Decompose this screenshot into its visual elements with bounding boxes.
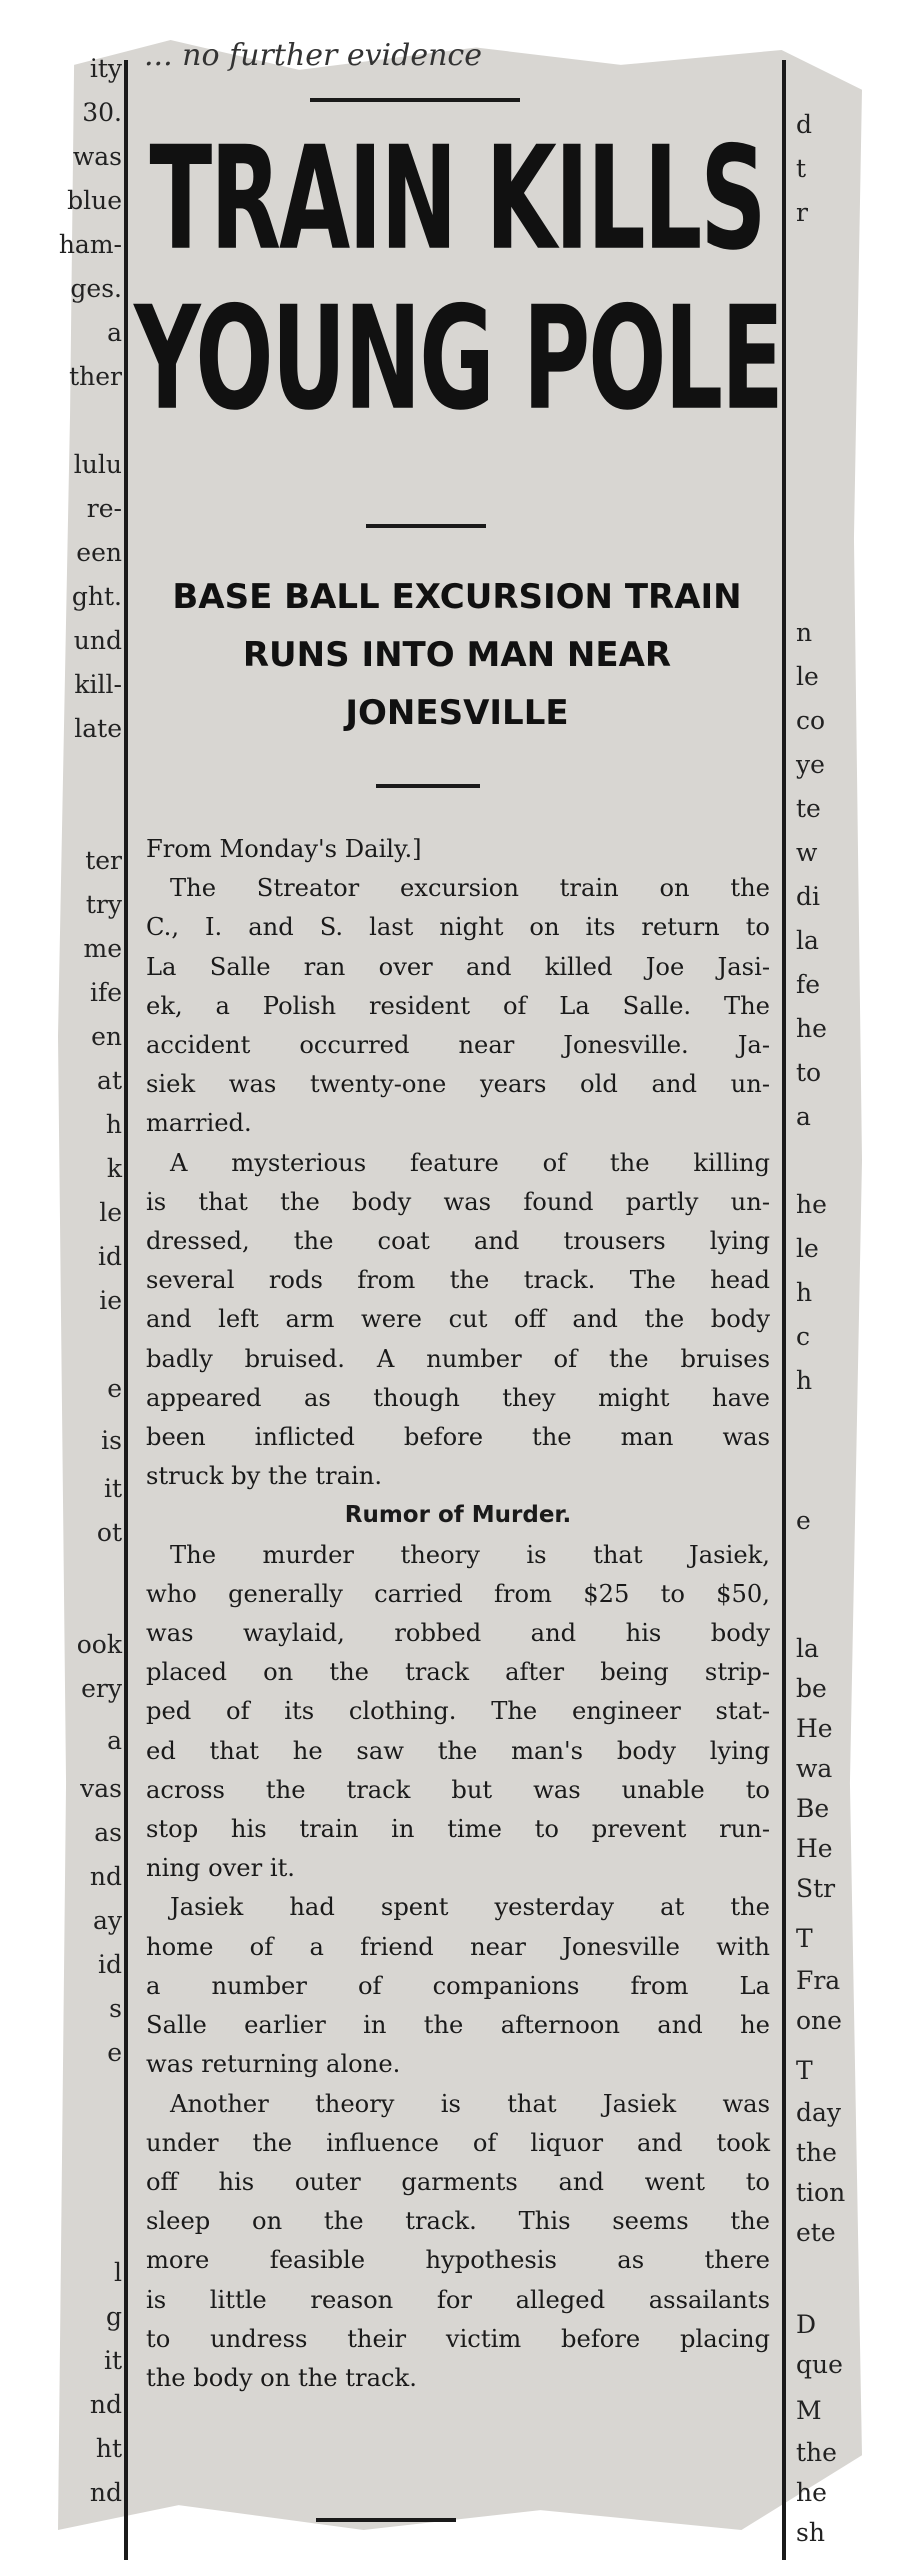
fragment: een — [76, 538, 122, 567]
paragraph-line: ed that he saw the man's body lying — [146, 1736, 770, 1765]
paragraph-line: is little reason for alleged assailants — [146, 2285, 770, 2314]
fragment: wa — [796, 1754, 833, 1783]
fragment: s — [109, 1994, 122, 2023]
fragment: le — [99, 1198, 122, 1227]
fragment: Be — [796, 1794, 830, 1823]
fragment: la — [796, 926, 819, 955]
paragraph-line: across the track but was unable to — [146, 1775, 770, 1804]
deck-line-1: BASE BALL EXCURSION TRAIN — [172, 577, 742, 617]
fragment: co — [796, 706, 826, 735]
fragment: as — [94, 1818, 122, 1847]
fragment: di — [796, 882, 820, 911]
paragraph-line: ning over it. — [146, 1854, 295, 1883]
left-column-fragments — [58, 40, 124, 2530]
fragment: g — [105, 2302, 122, 2331]
fragment: k — [106, 1154, 122, 1183]
fragment: e — [796, 1506, 811, 1535]
right-column-rule — [782, 60, 786, 2560]
fragment: the — [796, 2138, 837, 2167]
fragment: n — [796, 618, 813, 647]
fragment: h — [796, 1278, 813, 1307]
paragraph-line: sleep on the track. This seems the — [146, 2207, 770, 2236]
top-fragment: ... no further evidence — [144, 38, 482, 73]
headline-line-2: YOUNG POLE — [134, 276, 782, 442]
fragment: e — [107, 1374, 122, 1403]
fragment: sh — [796, 2518, 825, 2547]
fragment: re- — [86, 494, 122, 523]
paragraph-line: appeared as though they might have — [146, 1383, 770, 1412]
fragment: He — [796, 1714, 833, 1743]
fragment: ye — [796, 750, 825, 779]
fragment: ht — [95, 2434, 122, 2463]
headline-line-1: TRAIN KILLS — [149, 116, 765, 282]
fragment: ter — [85, 846, 122, 875]
fragment: ther — [69, 362, 122, 391]
paragraph-line: home of a friend near Jonesville with — [146, 1932, 770, 1961]
fragment: T — [796, 2056, 813, 2085]
paragraph-line: and left arm were cut off and the body — [146, 1305, 770, 1334]
paragraph-line: badly bruised. A number of the bruises — [146, 1344, 770, 1373]
paragraph-line: more feasible hypothesis as there — [146, 2246, 770, 2275]
paragraph-line: to undress their victim before placing — [146, 2324, 770, 2353]
bottom-rule — [316, 2518, 456, 2522]
fragment: t — [796, 154, 807, 183]
fragment: ie — [99, 1286, 122, 1315]
fragment: fe — [796, 970, 821, 999]
fragment: He — [796, 1834, 833, 1863]
fragment: te — [796, 794, 821, 823]
paragraph-line: under the influence of liquor and took — [146, 2128, 770, 2157]
fragment: id — [98, 1242, 122, 1271]
fragment: a — [796, 1102, 811, 1131]
paragraph-line: The murder theory is that Jasiek, — [170, 1540, 770, 1569]
fragment: me — [83, 934, 122, 963]
fragment: le — [796, 1234, 819, 1263]
fragment: 30. — [82, 98, 122, 127]
fragment: nd — [89, 2478, 122, 2507]
paragraph-line: placed on the track after being strip- — [146, 1658, 770, 1687]
paragraph-line: several rods from the track. The head — [146, 1266, 770, 1295]
paragraph-line: La Salle ran over and killed Joe Jasi- — [146, 952, 770, 981]
fragment: h — [105, 1110, 122, 1139]
fragment: M — [796, 2396, 822, 2425]
fragment: at — [97, 1066, 122, 1095]
paragraph-line: been inflicted before the man was — [146, 1423, 770, 1452]
paragraph-line: a number of companions from La — [146, 1971, 770, 2000]
fragment: ife — [89, 978, 122, 1007]
paragraph-line: is that the body was found partly un- — [146, 1187, 770, 1216]
fragment: l — [114, 2258, 122, 2287]
paragraph-line: siek was twenty-one years old and un- — [146, 1070, 770, 1099]
fragment: T — [796, 1924, 813, 1953]
fragment: Str — [796, 1874, 836, 1903]
fragment: it — [103, 2346, 122, 2375]
fragment: D — [796, 2310, 817, 2339]
fragment: lulu — [73, 450, 122, 479]
subhead: Rumor of Murder. — [344, 1502, 572, 1529]
fragment: ery — [81, 1674, 122, 1703]
paragraph-line: C., I. and S. last night on its return to — [146, 913, 770, 942]
fragment: h — [796, 1366, 813, 1395]
paragraph-line: married. — [146, 1109, 252, 1138]
paragraph-line: ped of its clothing. The engineer stat- — [146, 1697, 770, 1726]
right-column-fragments — [790, 40, 862, 2547]
fragment: day — [796, 2098, 842, 2127]
article-column — [134, 40, 780, 2530]
paragraph-line: the body on the track. — [146, 2363, 417, 2392]
paragraph-line: Jasiek had spent yesterday at the — [170, 1893, 770, 1922]
fragment: a — [107, 1726, 122, 1755]
fragment: he — [796, 2478, 827, 2507]
fragment: he — [796, 1014, 827, 1043]
fragment: und — [73, 626, 122, 655]
paragraph-line: was waylaid, robbed and his body — [146, 1619, 770, 1648]
paragraph-line: struck by the train. — [146, 1462, 383, 1491]
fragment: Fra — [796, 1966, 841, 1995]
paragraph-line: accident occurred near Jonesville. Ja- — [146, 1031, 770, 1060]
fragment: e — [107, 2038, 122, 2067]
fragment: ete — [796, 2218, 836, 2247]
paragraph-line: ek, a Polish resident of La Salle. The — [146, 991, 770, 1020]
fragment: ges. — [70, 274, 122, 303]
fragment: the — [796, 2438, 837, 2467]
paragraph-line: The Streator excursion train on the — [170, 874, 770, 903]
fragment: nd — [89, 2390, 122, 2419]
fragment: to — [796, 1058, 822, 1087]
fragment: try — [85, 890, 122, 919]
paragraph-line: who generally carried from $25 to $50, — [146, 1579, 770, 1608]
fragment: w — [796, 838, 818, 867]
fragment: nd — [89, 1862, 122, 1891]
deck — [134, 568, 780, 742]
fragment: id — [98, 1950, 122, 1979]
fragment: que — [796, 2350, 843, 2379]
fragment: is — [101, 1426, 122, 1455]
fragment: ity — [89, 54, 122, 83]
fragment: d — [796, 110, 813, 139]
article-body — [146, 830, 770, 2398]
fragment: one — [796, 2006, 842, 2035]
fragment: kill- — [74, 670, 122, 699]
deck-line-3: JONESVILLE — [345, 693, 569, 733]
fragment: blue — [67, 186, 122, 215]
fragment: tion — [796, 2178, 846, 2207]
paragraph-line: stop his train in time to prevent run- — [146, 1815, 770, 1844]
paragraph-line: off his outer garments and went to — [146, 2167, 770, 2196]
fragment: was — [72, 142, 122, 171]
top-rule — [310, 98, 520, 102]
fragment: it — [103, 1474, 122, 1503]
paragraph-line: Another theory is that Jasiek was — [170, 2089, 770, 2118]
fragment: la — [796, 1634, 819, 1663]
fragment: be — [796, 1674, 827, 1703]
paragraph-line: A mysterious feature of the killing — [170, 1148, 770, 1177]
paragraph-line: was returning alone. — [146, 2050, 401, 2079]
headline-rule — [366, 524, 486, 528]
fragment: vas — [80, 1774, 122, 1803]
fragment: he — [796, 1190, 827, 1219]
fragment: ot — [96, 1518, 122, 1547]
fragment: r — [796, 198, 808, 227]
fragment: c — [796, 1322, 811, 1351]
deck-line-2: RUNS INTO MAN NEAR — [242, 635, 672, 675]
fragment: ay — [92, 1906, 122, 1935]
fragment: le — [796, 662, 819, 691]
paragraph-line: dressed, the coat and trousers lying — [146, 1227, 770, 1256]
deck-rule — [376, 784, 480, 788]
fragment: ook — [76, 1630, 122, 1659]
fragment: late — [74, 714, 122, 743]
dateline: From Monday's Daily.] — [146, 835, 422, 863]
paragraph-line: Salle earlier in the afternoon and he — [146, 2011, 770, 2040]
fragment: a — [107, 318, 122, 347]
left-column-rule — [124, 60, 128, 2560]
fragment: ham- — [58, 230, 122, 259]
fragment: ght. — [71, 582, 122, 611]
fragment: en — [91, 1022, 122, 1051]
